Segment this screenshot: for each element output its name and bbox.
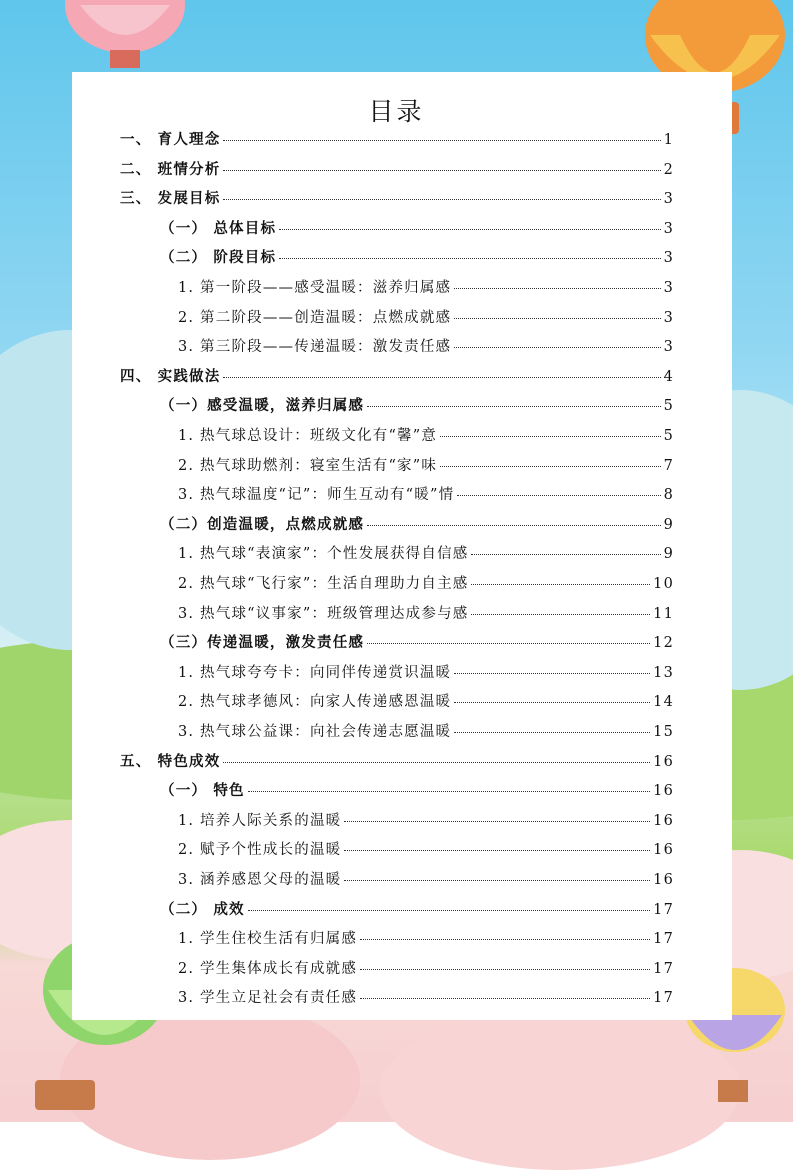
toc-entry-label: 2. 赋予个性成长的温暖: [178, 842, 342, 859]
dot-leader: [440, 466, 660, 467]
dot-leader: [457, 495, 660, 496]
toc-entry-label: （一） 特色: [160, 782, 245, 800]
toc-entry-page: 16: [653, 812, 674, 829]
toc-entry-page: 3: [663, 339, 674, 356]
dot-leader: [454, 318, 660, 319]
toc-entry-label: 1. 热气球总设计：班级文化有“馨”意: [178, 428, 438, 444]
toc-entry[interactable]: [120, 306, 674, 328]
dot-leader: [454, 673, 650, 674]
toc-entry[interactable]: [120, 927, 674, 949]
toc-entry-label: 2. 学生集体成长有成就感: [178, 960, 358, 977]
toc-entry[interactable]: [120, 542, 674, 564]
dot-leader: [344, 821, 650, 822]
toc-entry-page: 14: [653, 694, 674, 711]
dot-leader: [223, 762, 650, 763]
toc-entry-page: 12: [653, 635, 674, 652]
toc-entry-page: 3: [663, 220, 674, 237]
dot-leader: [344, 880, 650, 881]
toc-entry-label: 三、 发展目标: [120, 190, 221, 208]
toc-entry-label: 2. 热气球“飞行家”：生活自理助力自主感: [178, 576, 469, 592]
toc-entry-page: 2: [663, 161, 674, 178]
dot-leader: [454, 347, 660, 348]
dot-leader: [454, 732, 650, 733]
dot-leader: [367, 643, 650, 644]
toc-entry[interactable]: [120, 217, 674, 239]
toc-entry[interactable]: [120, 276, 674, 298]
toc-entry-label: 3. 涵养感恩父母的温暖: [178, 872, 342, 888]
toc-entry-page: 3: [663, 309, 674, 326]
toc-entry[interactable]: [120, 187, 674, 209]
toc-entry-page: 5: [663, 428, 674, 444]
dot-leader: [471, 584, 650, 585]
toc-entry[interactable]: [120, 158, 674, 180]
toc-entry-page: 13: [653, 664, 674, 681]
toc-entry-label: 3. 学生立足社会有责任感: [178, 990, 358, 1007]
toc-entry-label: 五、 特色成效: [120, 752, 221, 770]
toc-entry-label: 1. 热气球夸夸卡：向同伴传递赏识温暖: [178, 664, 452, 681]
toc-entry-page: 16: [653, 783, 674, 800]
toc-entry-label: （一）感受温暖，滋养归属感: [160, 397, 365, 415]
toc-entry[interactable]: [120, 720, 674, 742]
dot-leader: [223, 170, 660, 171]
toc-entry-page: 3: [663, 250, 674, 267]
toc-entry-page: 17: [653, 931, 674, 948]
toc-entry-page: 17: [653, 990, 674, 1007]
dot-leader: [279, 229, 660, 230]
toc-entry[interactable]: [120, 602, 674, 624]
dot-leader: [360, 939, 650, 940]
toc-entry-label: 2. 热气球助燃剂：寝室生活有“家”味: [178, 457, 438, 474]
dot-leader: [223, 377, 660, 378]
toc-entry-page: 17: [653, 901, 674, 918]
toc-entry[interactable]: [120, 335, 674, 357]
toc-entry[interactable]: [120, 898, 674, 920]
toc-entry-page: 17: [653, 960, 674, 977]
toc-entry[interactable]: [120, 128, 674, 150]
dot-leader: [367, 406, 660, 407]
dot-leader: [360, 998, 650, 999]
toc-entry-label: 1. 第一阶段——感受温暖：滋养归属感: [178, 280, 452, 296]
toc-entry[interactable]: [120, 631, 674, 653]
toc-entry-page: 9: [663, 546, 674, 563]
toc-entry[interactable]: [120, 868, 674, 890]
toc-entry[interactable]: [120, 779, 674, 801]
toc-entry-label: （二）创造温暖，点燃成就感: [160, 515, 365, 533]
toc-entry[interactable]: [120, 957, 674, 979]
toc-entry-page: 16: [653, 842, 674, 859]
toc-entry[interactable]: [120, 424, 674, 446]
toc-entry-label: 1. 热气球“表演家”：个性发展获得自信感: [178, 546, 469, 563]
toc-entry[interactable]: [120, 365, 674, 387]
toc-entry-label: 2. 热气球孝德风：向家人传递感恩温暖: [178, 694, 452, 711]
toc-entry[interactable]: [120, 513, 674, 535]
toc-entry-label: 3. 热气球公益课：向社会传递志愿温暖: [178, 724, 452, 740]
dot-leader: [344, 850, 650, 851]
toc-entry-page: 3: [663, 280, 674, 296]
toc-entry-label: 2. 第二阶段——创造温暖：点燃成就感: [178, 309, 452, 326]
dot-leader: [367, 525, 660, 526]
toc-entry-label: （三）传递温暖，激发责任感: [160, 634, 365, 652]
toc-entry-label: 1. 学生住校生活有归属感: [178, 931, 358, 948]
toc-entry-label: （二） 成效: [160, 900, 245, 918]
toc-entry-page: 15: [653, 724, 674, 740]
toc-entry[interactable]: [120, 809, 674, 831]
toc-entry-page: 9: [663, 516, 674, 533]
toc-entry-page: 5: [663, 398, 674, 415]
dot-leader: [248, 791, 650, 792]
dot-leader: [471, 614, 650, 615]
dot-leader: [279, 258, 660, 259]
dot-leader: [471, 554, 660, 555]
dot-leader: [223, 140, 660, 141]
toc-entry-page: 16: [653, 872, 674, 888]
toc-entry-page: 3: [663, 191, 674, 208]
toc-entry-label: 3. 热气球温度“记”：师生互动有“暖”情: [178, 487, 455, 504]
toc-entry-label: 二、 班情分析: [120, 160, 221, 178]
toc-entry-page: 11: [653, 605, 674, 622]
toc-entry-page: 16: [653, 753, 674, 770]
toc-entry[interactable]: [120, 572, 674, 594]
dot-leader: [223, 199, 660, 200]
toc-entry-label: 3. 第三阶段——传递温暖：激发责任感: [178, 339, 452, 356]
toc-entry[interactable]: [120, 246, 674, 268]
toc-entry[interactable]: [120, 661, 674, 683]
dot-leader: [454, 702, 650, 703]
toc-entry-page: 7: [663, 457, 674, 474]
dot-leader: [454, 288, 660, 289]
toc-entry[interactable]: [120, 750, 674, 772]
toc-entry-page: 8: [663, 487, 674, 504]
toc-entry-page: 1: [663, 132, 674, 148]
toc-entry-label: 3. 热气球“议事家”：班级管理达成参与感: [178, 605, 469, 622]
toc-entry[interactable]: [120, 986, 674, 1008]
toc-entry-label: 一、 育人理念: [120, 131, 221, 148]
toc-entry-label: 1. 培养人际关系的温暖: [178, 812, 342, 829]
dot-leader: [248, 910, 650, 911]
toc-title: 目录: [368, 97, 425, 126]
toc-entry-page: 4: [663, 368, 674, 385]
toc-entry[interactable]: [120, 690, 674, 712]
toc-entry-label: 四、 实践做法: [120, 367, 221, 385]
toc-entry[interactable]: [120, 454, 674, 476]
toc-entry[interactable]: [120, 394, 674, 416]
toc-entry-label: （一） 总体目标: [160, 219, 277, 237]
toc-entry[interactable]: [120, 838, 674, 860]
hot-air-balloon-icon: [60, 0, 190, 75]
toc-entry-page: 10: [653, 576, 674, 592]
dot-leader: [440, 436, 660, 437]
toc-entry-label: （二） 阶段目标: [160, 249, 277, 267]
dot-leader: [360, 969, 650, 970]
toc-entry[interactable]: [120, 483, 674, 505]
